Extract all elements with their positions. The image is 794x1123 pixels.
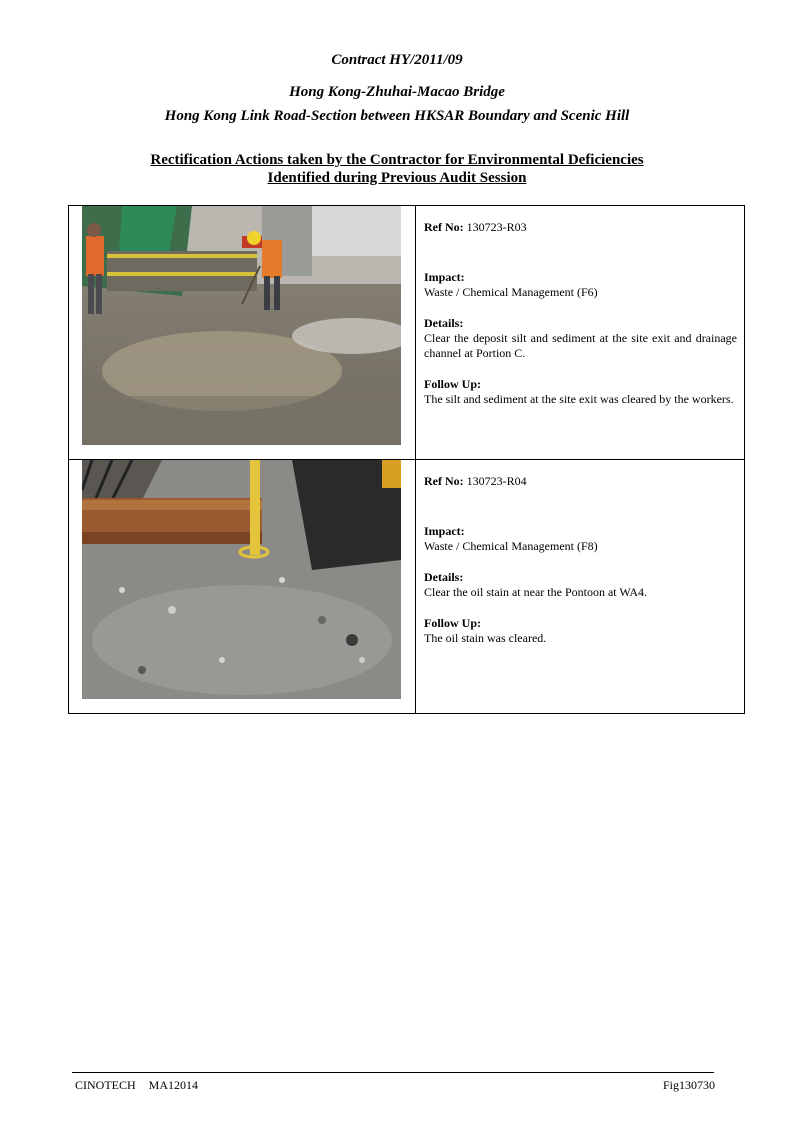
rectification-table (68, 205, 745, 714)
details-block (424, 316, 737, 361)
ref-label: Ref No: (424, 474, 464, 488)
photo-cell (69, 206, 416, 460)
details-label: Details: (424, 316, 464, 330)
impact-block (424, 524, 737, 554)
details-label: Details: (424, 570, 464, 584)
contract-heading: Contract HY/2011/09 (331, 52, 463, 68)
page-title-line2: Identified during Previous Audit Session (267, 170, 527, 186)
footer-divider (72, 1072, 714, 1073)
ref-number: 130723-R04 (466, 474, 527, 488)
details-value: Clear the oil stain at near the Pontoon at WA4. (424, 585, 648, 599)
table-row (69, 206, 745, 460)
ref-label: Ref No: (424, 220, 464, 234)
company-name: CINOTECH (75, 1078, 136, 1092)
followup-value: The oil stain was cleared. (424, 631, 547, 645)
impact-value: Waste / Chemical Management (F8) (424, 539, 598, 553)
ref-number: 130723-R03 (466, 220, 527, 234)
footer-left (75, 1078, 198, 1093)
pontoon-ground-photo (82, 460, 401, 699)
table-row (69, 460, 745, 714)
document-code: MA12014 (148, 1078, 199, 1092)
page-title-line1: Rectification Actions taken by the Contractor for Environmental Deficiencies (150, 152, 644, 168)
followup-value: The silt and sediment at the site exit was cleared by the workers. (424, 392, 734, 406)
figure-number: Fig130730 (662, 1078, 715, 1092)
details-block (424, 570, 737, 600)
ref-line (424, 220, 737, 235)
followup-block (424, 616, 737, 646)
record-details (416, 206, 745, 460)
project-heading: Hong Kong-Zhuhai-Macao Bridge (289, 84, 505, 100)
impact-label: Impact: (424, 270, 465, 284)
followup-label: Follow Up: (424, 377, 481, 391)
record-details (416, 460, 745, 714)
details-value: Clear the deposit silt and sediment at the site exit and drainage channel at Portion C. (424, 331, 737, 360)
followup-block (424, 377, 737, 407)
site-exit-photo (82, 206, 401, 445)
impact-value: Waste / Chemical Management (F6) (424, 285, 598, 299)
impact-label: Impact: (424, 524, 465, 538)
ref-line (424, 474, 737, 489)
followup-label: Follow Up: (424, 616, 481, 630)
impact-block (424, 270, 737, 300)
section-heading: Hong Kong Link Road-Section between HKSAR Boundary and Scenic Hill (164, 108, 630, 124)
photo-cell (69, 460, 416, 714)
